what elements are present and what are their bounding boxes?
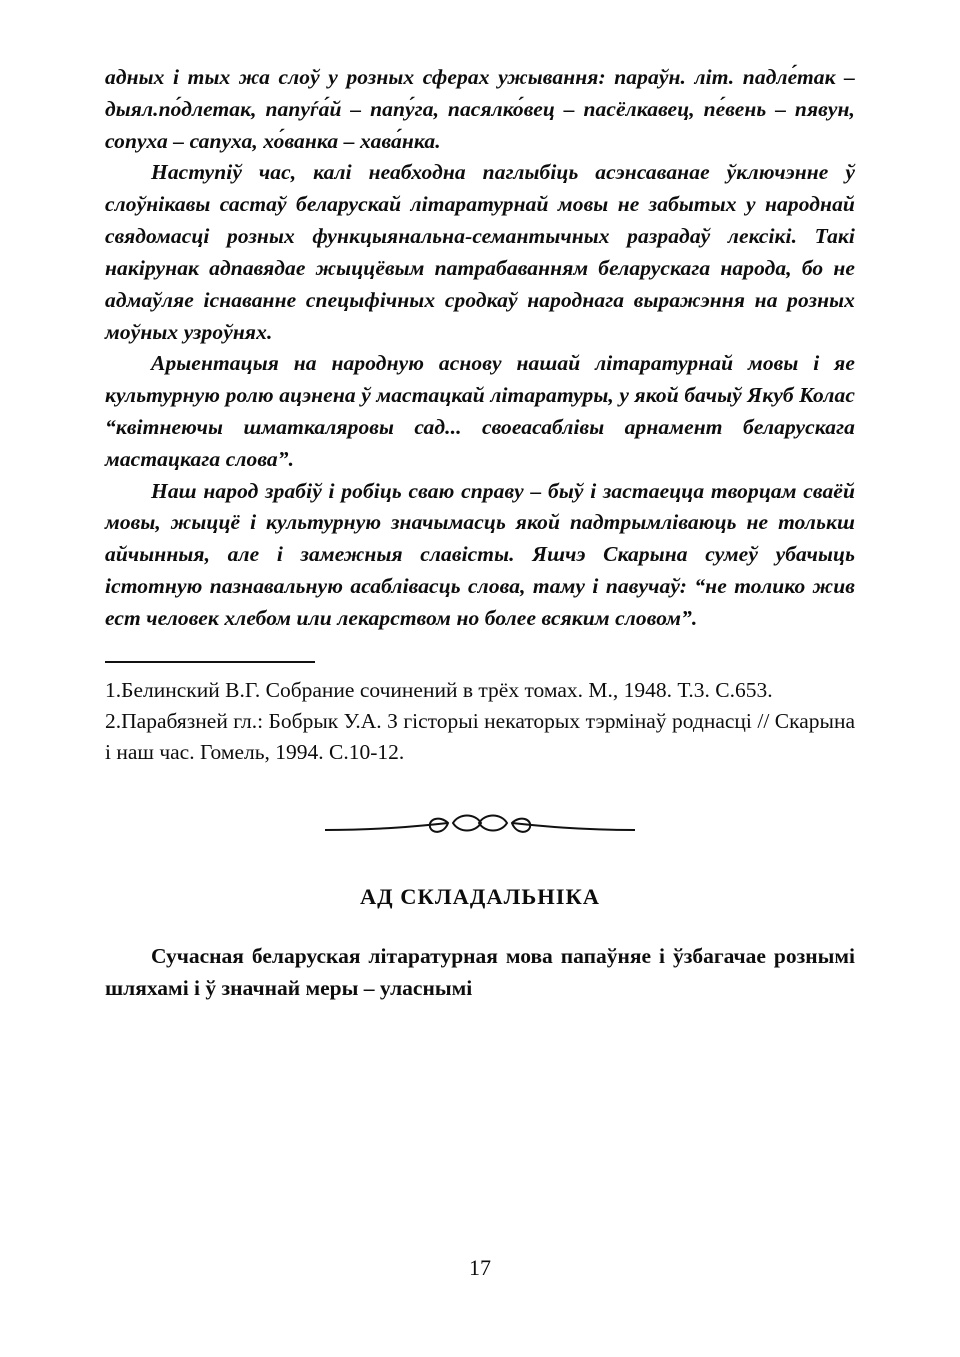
paragraph-2: Наступіў час, калі неабходна паглыбіць асэнсаванае ўключэнне ў слоўнікавы састаў беларускай літаратурнай мовы не забытых у народнай свядомасці розных функцыянальна-семантычных разрадаў лексікі. Такі накірунак адпавядае жыццёвым патрабаванням беларускага народа, бо не адмаўляе існаванне спецыфічных сродкаў народнага выражэння на розных моўных узроўнях.	[105, 160, 855, 344]
reference-item-1: 1.Белинский В.Г. Собрание сочинений в трёх томах. М., 1948. Т.3. С.653.	[105, 677, 773, 702]
decorative-divider-ornament-icon	[105, 808, 855, 848]
paragraph-4: Наш народ зрабіў і робіць сваю справу – быў і застаецца творцам сваёй мовы, жыццё і культурную значымасць якой падтрымліваюць не толькш айчынныя, але і замежныя славісты. Яшчэ Скарына сумеў убачыць істотную пазнавальную асаблівасць слова, таму і павучаў: “не толико жив ест человек хлебом или лекарством но более всяким словом”.	[105, 478, 855, 630]
section-title: АД СКЛАДАЛЬНІКА	[359, 884, 601, 910]
paragraph-1: адных і тых жа слоў у розных сферах ужывання: параўн. літ. падле́так – дыял.по́длетак, папуѓа́й – папу́га, пасялко́вец – пасёлкавец, пе́вень – пявун, сопуха – сапуха, хо́ванка – хава́нка.	[105, 65, 855, 153]
reference-item-2: 2.Парабязней гл.: Бобрык У.А. З гісторыі некаторых тэрмінаў роднасці // Скарына і наш час. Гомель, 1994. С.10-12.	[105, 708, 855, 764]
section-body-paragraph: Сучасная беларуская літаратурная мова папаўняе і ўзбагачае рознымі шляхамі і ў значнай меры – уласнымі	[105, 944, 855, 1001]
footnote-separator-rule	[105, 661, 315, 663]
paragraph-3: Арыентацыя на народную аснову нашай літаратурнай мовы і яе культурную ролю ацэнена ў мастацкай літаратуры, у якой бачыў Якуб Колас “квітнеючы шматкаляровы сад... своеасаблівы арнамент беларускага мастацкага слова”.	[105, 351, 855, 471]
page-number: 17	[469, 1255, 491, 1280]
